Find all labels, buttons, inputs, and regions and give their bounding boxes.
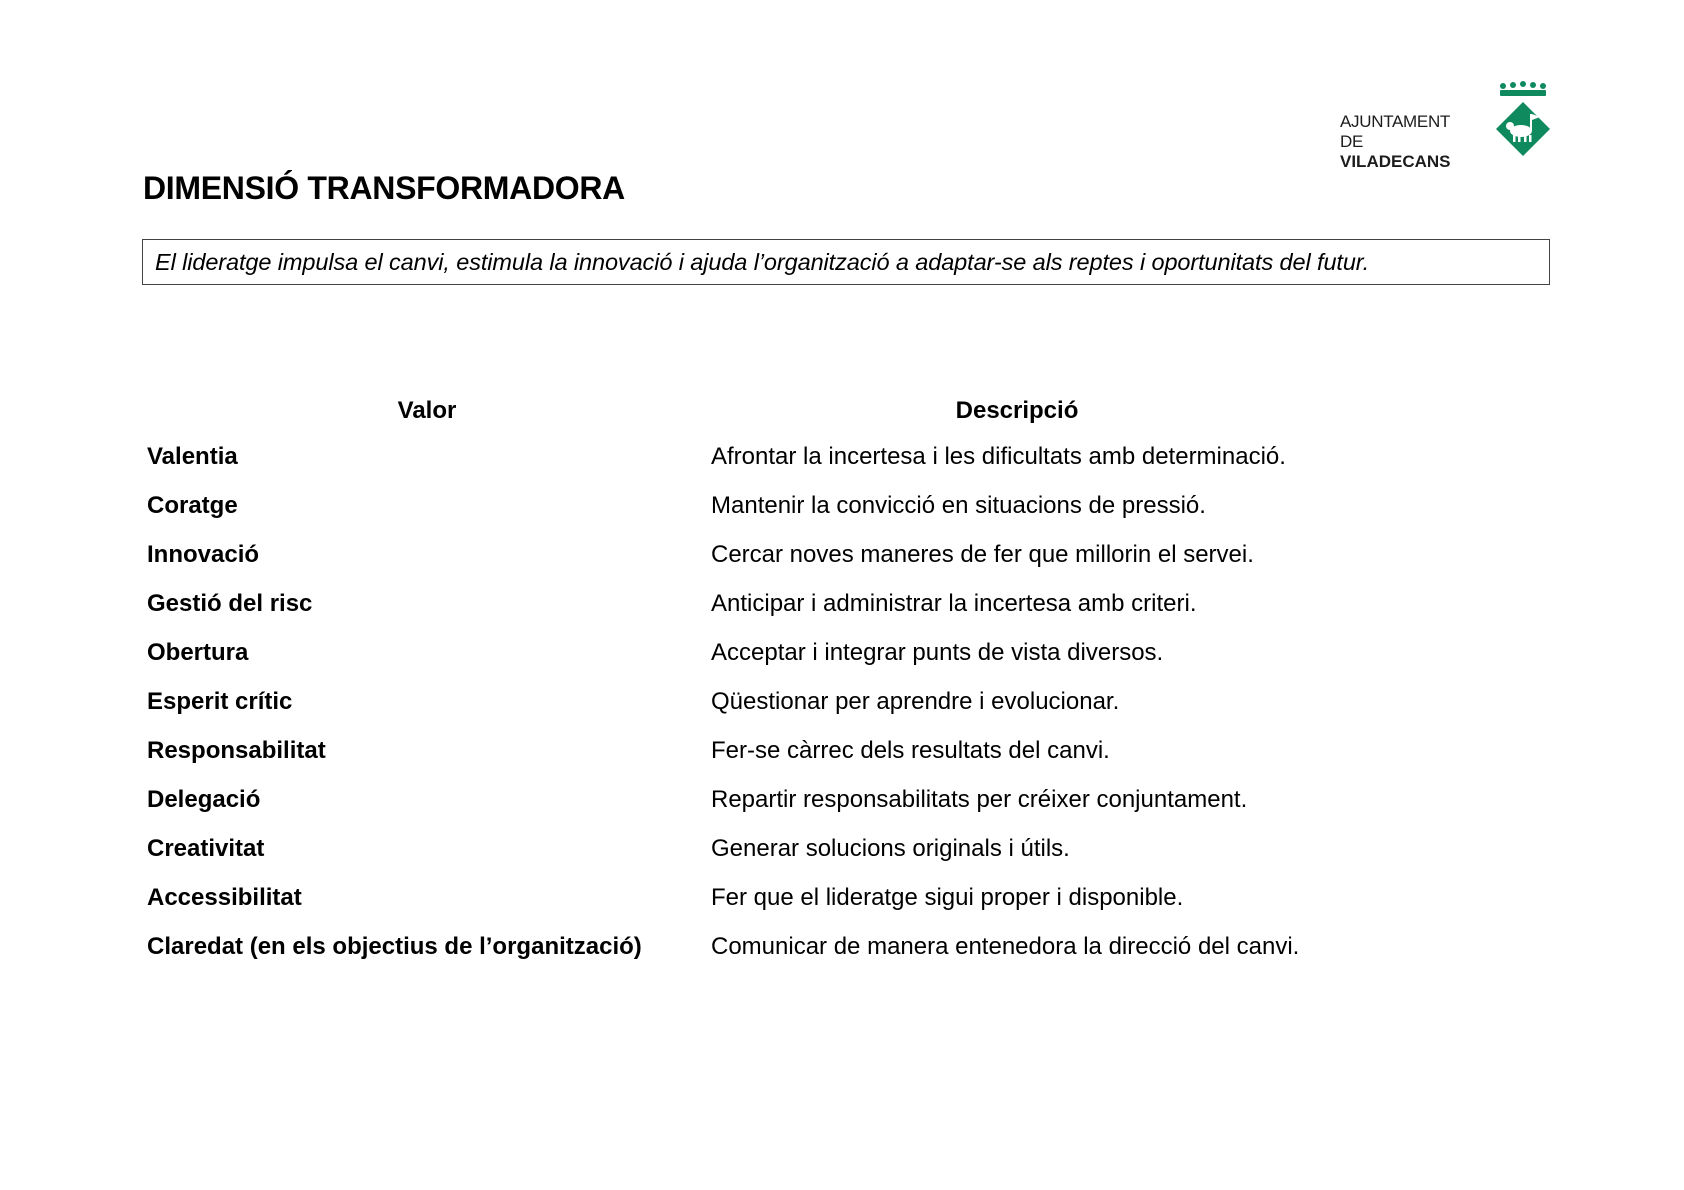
table-row: [143, 824, 1563, 873]
table-row: [143, 530, 1563, 579]
value-name: Gestió del risc: [147, 589, 313, 617]
table-row: [143, 481, 1563, 530]
table-row: [143, 873, 1563, 922]
coat-of-arms-icon: [1488, 80, 1560, 162]
value-name: Delegació: [147, 785, 261, 813]
header-valor: Valor: [397, 397, 457, 424]
value-description: Acceptar i integrar punts de vista diversos.: [711, 638, 1164, 666]
value-name: Coratge: [147, 491, 238, 519]
values-table: [143, 390, 1563, 971]
page-title: DIMENSIÓ TRANSFORMADORA: [143, 170, 625, 206]
logo-text: [1340, 112, 1472, 172]
table-row: [143, 628, 1563, 677]
logo-line-ajuntament: AJUNTAMENT DE: [1340, 112, 1450, 151]
value-description: Qüestionar per aprendre i evolucionar.: [711, 687, 1120, 715]
value-name: Obertura: [147, 638, 249, 666]
value-description: Fer-se càrrec dels resultats del canvi.: [711, 736, 1110, 764]
value-name: Esperit crític: [147, 687, 293, 715]
mission-quote-box: [142, 239, 1550, 285]
value-description: Repartir responsabilitats per créixer conjuntament.: [711, 785, 1248, 813]
value-description: Fer que el lideratge sigui proper i disponible.: [711, 883, 1184, 911]
table-row: [143, 432, 1563, 481]
value-name: Creativitat: [147, 834, 265, 862]
table-row: [143, 775, 1563, 824]
value-description: Anticipar i administrar la incertesa amb criteri.: [711, 589, 1197, 617]
table-row: [143, 922, 1563, 971]
value-name: Responsabilitat: [147, 736, 326, 764]
value-name: Accessibilitat: [147, 883, 302, 911]
value-description: Afrontar la incertesa i les dificultats amb determinació.: [711, 442, 1286, 470]
table-header-row: [143, 390, 1563, 432]
value-name: Valentia: [147, 442, 238, 470]
value-name: Claredat (en els objectius de l’organització): [147, 932, 642, 960]
table-row: [143, 579, 1563, 628]
value-description: Cercar noves maneres de fer que millorin el servei.: [711, 540, 1254, 568]
municipal-logo: [1340, 80, 1560, 171]
crown-icon: [1500, 81, 1546, 96]
value-description: Generar solucions originals i útils.: [711, 834, 1070, 862]
mission-quote-text: El lideratge impulsa el canvi, estimula la innovació i ajuda l’organització a adaptar-se als reptes i oportunitats del futur.: [155, 248, 1370, 275]
value-description: Comunicar de manera entenedora la direcció del canvi.: [711, 932, 1300, 960]
logo-line-viladecans: VILADECANS: [1340, 152, 1451, 171]
table-row: [143, 677, 1563, 726]
header-descripcio: Descripció: [955, 397, 1079, 424]
value-description: Mantenir la convicció en situacions de pressió.: [711, 491, 1206, 519]
table-row: [143, 726, 1563, 775]
value-name: Innovació: [147, 540, 260, 568]
